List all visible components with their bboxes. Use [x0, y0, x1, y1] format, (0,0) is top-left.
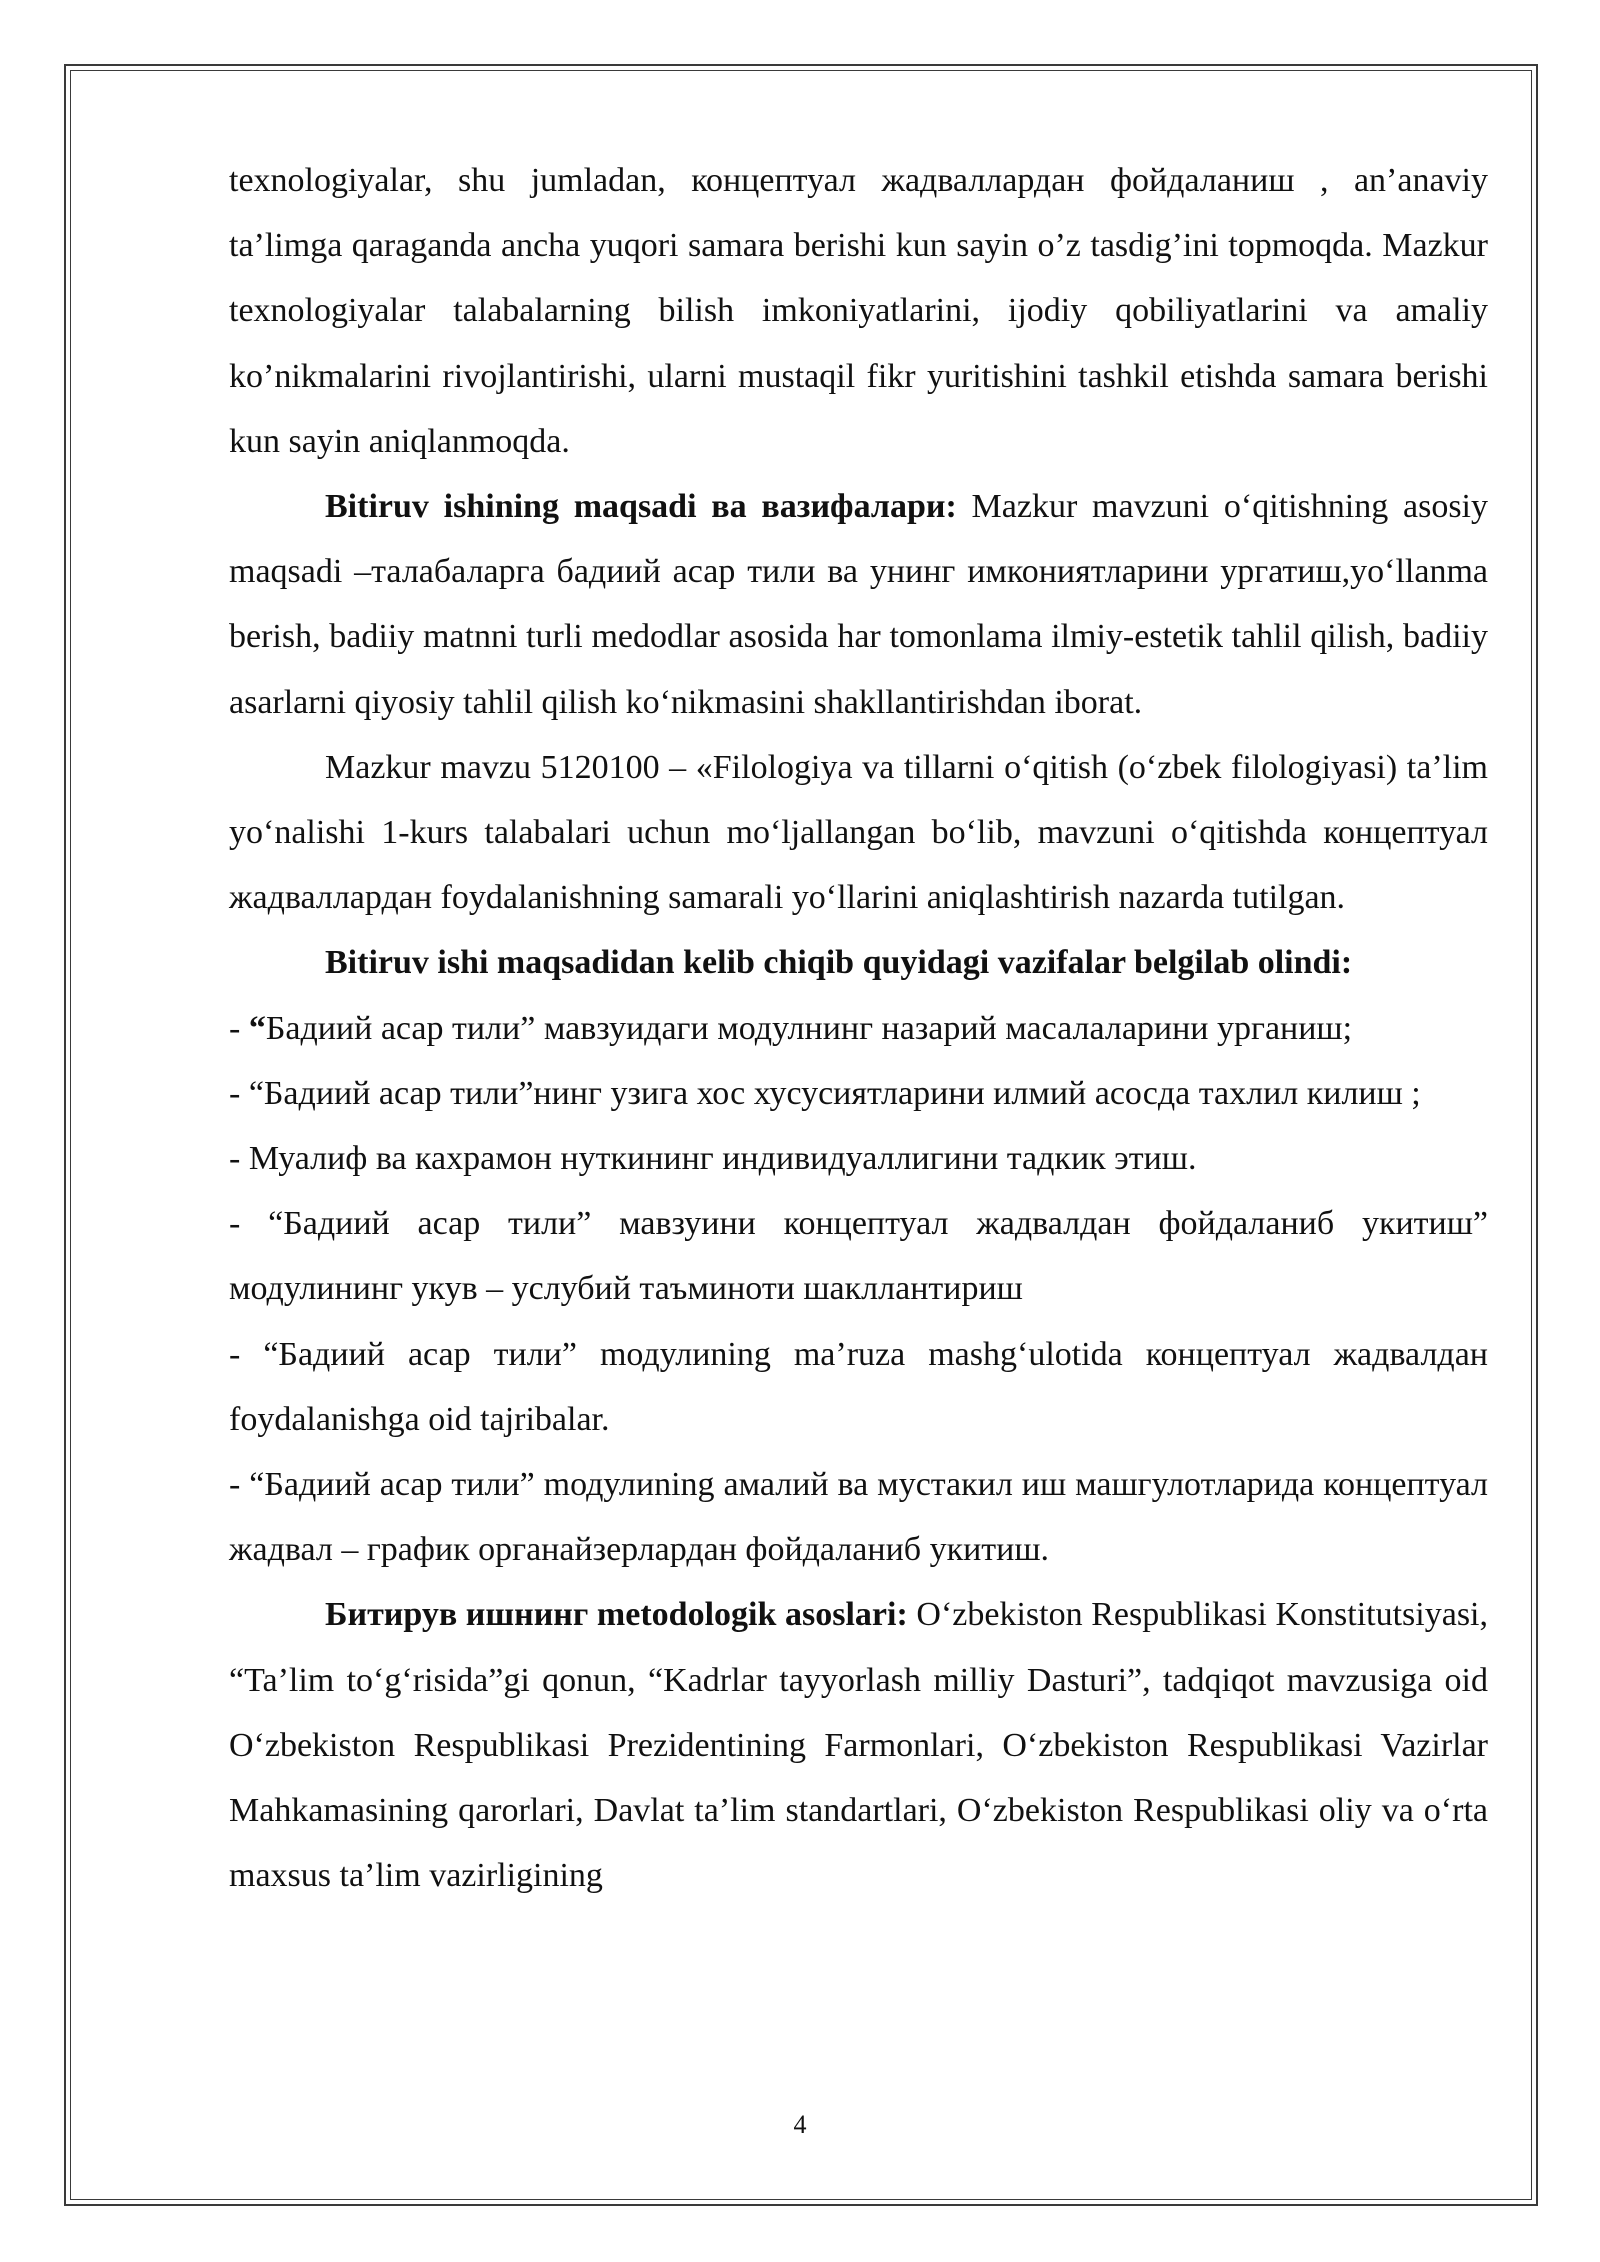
aims-heading: Bitiruv ishining maqsadi ва вазифалари:: [325, 488, 957, 526]
task-item-1: [229, 996, 1488, 1061]
paragraph-methodology: [229, 1582, 1488, 1908]
task-text: Бадиий асар тили” мавзуидаги модулнинг назарий масалаларини урганиш;: [265, 1009, 1353, 1047]
paragraph-course: Mazkur mavzu 5120100 – «Filologiya va tillarni o‘qitish (o‘zbek filologiyasi) ta’lim yo‘nalishi 1-kurs talabalari uchun mo‘ljallangan bo‘lib, mavzuni o‘qitishda концептуал жадваллардан foydalanishning samarali yo‘llarini aniqlashtirish nazarda tutilgan.: [229, 748, 1488, 917]
document-body: [229, 148, 1488, 1908]
methodology-heading: Битирув ишнинг metodologik asoslari:: [325, 1596, 908, 1634]
task-item-2: - “Бадиий асар тили”нинг узига хос хусусиятларини илмий асосда тахлил килиш ;: [229, 1074, 1421, 1112]
task-quote: “: [248, 1009, 266, 1047]
aims-text: Mazkur mavzuni o‘qitishning asosiy maqsadi –талабаларга бадиий асар тили ва унинг имкониятларини ургатиш,yo‘llanma berish, badiiy matnni turli medodlar asosida har tomonlama ilmiy-estetik tahlil qilish, badiiy asarlarni qiyosiy tahlil qilish ko‘nikmasini shakllantirishdan iborat.: [229, 488, 1488, 721]
page-number: 4: [793, 2110, 807, 2139]
task-item-6: - “Бадиий асар тили” mодулиning амалий ва мустакил иш машгулотларида концептуал жадвал – график органайзерлардан фойдаланиб укитиш.: [229, 1466, 1488, 1569]
task-item-4: - “Бадиий асар тили” мавзуини концептуал жадвалдан фойдаланиб укитиш” модулининг укув – услубий таъминоти шакллантириш: [229, 1205, 1488, 1308]
methodology-text: O‘zbekiston Respublikasi Konstitutsiyasi, “Ta’lim to‘g‘risida”gi qonun, “Kadrlar tayyorlash milliy Dasturi”, tadqiqot mavzusiga oid O‘zbekiston Respublikasi Prezidentining Farmonlari, O‘zbekiston Respublikasi Vazirlar Mahkamasining qarorlari, Davlat ta’lim standartlari, O‘zbekiston Respublikasi oliy va o‘rta maxsus ta’lim vazirligining: [229, 1596, 1489, 1895]
task-item-5: - “Бадиий асар тили” mодулиning ma’ruza mashg‘ulotida концептуал жадвалдан foydalanishga oid tajribalar.: [229, 1335, 1488, 1438]
paragraph-intro: texnologiyalar, shu jumladan, концептуал жадваллардан фойдаланиш , an’anaviy ta’limga qaraganda ancha yuqori samara berishi kun sayin o’z tasdig’ini topmoqda. Mazkur texnologiyalar talabalarning bilish imkoniyatlarini, ijodiy qobiliyatlarini va amaliy ko’nikmalarini rivojlantirishi, ularni mustaqil fikr yuritishini tashkil etishda samara berishi kun sayin aniqlanmoqda.: [229, 162, 1488, 460]
task-dash: -: [229, 1009, 249, 1047]
task-item-3: - Муалиф ва кахрамон нуткининг индивидуаллигини тадкик этиш.: [229, 1140, 1197, 1178]
paragraph-aims: [229, 474, 1488, 735]
tasks-heading: Bitiruv ishi maqsadidan kelib chiqib quyidagi vazifalar belgilab olindi:: [325, 944, 1353, 982]
